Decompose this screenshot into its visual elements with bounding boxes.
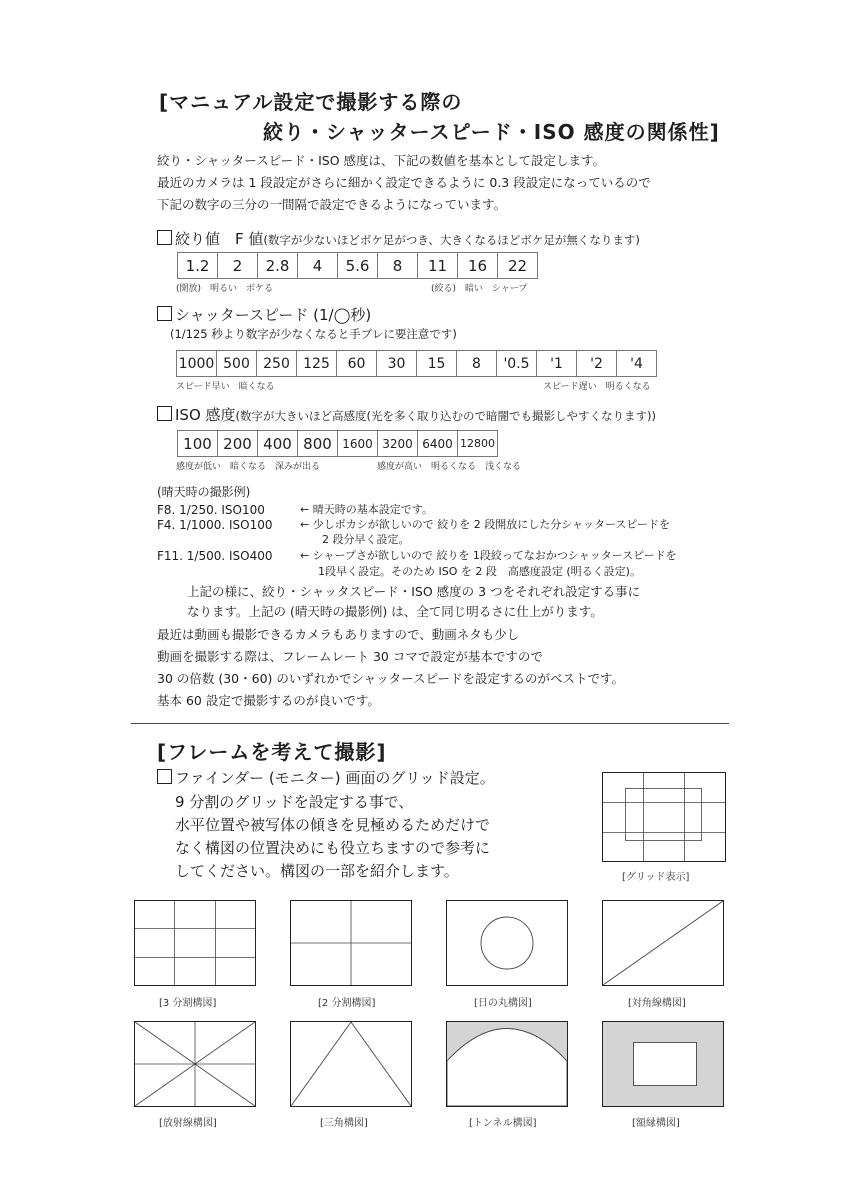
intro-line: 下記の数字の三分の一間隔で設定できるようになっています。 [157, 197, 507, 212]
shutter-note: (1/125 秒より数字が少なくなると手ブレに要注意です) [170, 327, 457, 341]
composition-caption: [トンネル構図] [469, 1118, 537, 1129]
example-setting: F4. 1/1000. ISO100 [157, 518, 273, 532]
composition-center-diagram [446, 900, 568, 986]
example-description: 1段早く設定。そのため ISO を 2 段 高感度設定 (明るく設定)。 [318, 565, 641, 578]
iso-value-row [177, 430, 498, 457]
iso-caption-left: 感度が低い 暗くなる 深みが出る [176, 462, 321, 472]
shutter-value-cell: '0.5 [497, 351, 537, 376]
example-description: ← シャープさが欲しいので 絞りを 1段絞ってなおかつシャッタースピードを [300, 549, 677, 562]
composition-caption: [額縁構図] [632, 1118, 680, 1129]
shutter-value-cell: 125 [297, 351, 337, 376]
aperture-caption-right: (絞る) 暗い シャープ [431, 284, 528, 294]
checkbox-icon [157, 406, 172, 421]
shutter-caption-right: スピード遅い 明るくなる [543, 382, 651, 392]
composition-caption: [放射線構図] [159, 1118, 217, 1129]
video-line: 最近は動画も撮影できるカメラもありますので、動画ネタも少し [157, 627, 520, 642]
video-line: 30 の倍数 (30・60) のいずれかでシャッタースピードを設定するのがベストです。 [157, 671, 625, 686]
shutter-heading-row [157, 304, 371, 325]
grid-heading-row [157, 767, 495, 788]
iso-value-cell: 3200 [378, 431, 418, 456]
example-description: ← 晴天時の基本設定です。 [300, 503, 433, 516]
aperture-caption-left: (開放) 明るい ボケる [176, 284, 274, 294]
aperture-value-cell: 11 [418, 253, 458, 278]
aperture-heading: 絞り値 F 値 [175, 230, 264, 248]
frame-title: [フレームを考えて撮影] [157, 740, 387, 764]
example-setting: F8. 1/250. ISO100 [157, 503, 265, 517]
shutter-value-cell: 8 [457, 351, 497, 376]
iso-value-cell: 1600 [338, 431, 378, 456]
grid-text-line: してください。構図の一部を紹介します。 [175, 862, 459, 880]
shutter-value-cell: '2 [577, 351, 617, 376]
composition-radial-diagram [134, 1021, 256, 1107]
examples-summary [187, 582, 640, 622]
iso-heading-row [157, 404, 656, 425]
aperture-value-cell: 8 [378, 253, 418, 278]
iso-value-cell: 400 [258, 431, 298, 456]
aperture-value-cell: 22 [507, 256, 528, 275]
grid-heading: ファインダー (モニター) 画面のグリッド設定。 [175, 769, 495, 787]
video-paragraph [157, 624, 624, 712]
section-title-line2: 絞り・シャッタースピード・ISO 感度の関係性] [263, 120, 720, 144]
composition-caption: [三角構図] [320, 1118, 368, 1129]
checkbox-icon [157, 306, 172, 321]
composition-tunnel-diagram [446, 1021, 568, 1107]
example-setting: F11. 1/500. ISO400 [157, 549, 273, 563]
grid-display-diagram [602, 772, 726, 862]
video-line: 動画を撮影する際は、フレームレート 30 コマで設定が基本ですので [157, 649, 543, 664]
section-divider [131, 723, 729, 724]
aperture-value-cell: 4 [298, 253, 338, 278]
checkbox-icon [157, 769, 172, 784]
shutter-value-cell: 500 [217, 351, 257, 376]
checkbox-icon [157, 230, 172, 245]
composition-halves-diagram [290, 900, 412, 986]
summary-line: 上記の様に、絞り・シャッタスピード・ISO 感度の 3 つをそれぞれ設定する事に [187, 584, 641, 599]
shutter-value-cell: '4 [630, 355, 643, 372]
intro-line: 最近のカメラは 1 段設定がさらに細かく設定できるように 0.3 段設定になっているので [157, 175, 651, 190]
composition-triangle-diagram [290, 1021, 412, 1107]
shutter-caption-left: スピード早い 暗くなる [176, 382, 275, 392]
section-title-line1: [マニュアル設定で撮影する際の [159, 90, 463, 114]
iso-value-cell: 12800 [460, 437, 495, 450]
aperture-value-cell: 5.6 [338, 253, 378, 278]
aperture-value-row [177, 252, 538, 279]
aperture-value-cell: 16 [458, 253, 498, 278]
grid-display-caption: [グリッド表示] [622, 872, 690, 883]
shutter-value-cell: 15 [417, 351, 457, 376]
iso-heading: ISO 感度 [175, 406, 236, 424]
shutter-value-cell: '1 [537, 351, 577, 376]
grid-description [175, 791, 490, 883]
composition-caption: [対角線構図] [628, 998, 686, 1009]
aperture-value-cell: 2.8 [258, 253, 298, 278]
composition-caption: [2 分割構図] [318, 998, 376, 1009]
shutter-heading: シャッタースピード (1/◯秒) [175, 306, 372, 324]
grid-text-line: 水平位置や被写体の傾きを見極めるためだけで [175, 816, 491, 834]
example-description: ← 少しボカシが欲しいので 絞りを 2 段開放にした分シャッタースピードを [300, 518, 670, 531]
iso-caption-right: 感度が高い 明るくなる 浅くなる [377, 462, 522, 472]
composition-caption: [3 分割構図] [159, 998, 217, 1009]
shutter-value-cell: 60 [337, 351, 377, 376]
iso-value-cell: 100 [178, 431, 218, 456]
grid-text-line: なく構図の位置決めにも役立ちますので参考に [175, 839, 491, 857]
video-line: 基本 60 設定で撮影するのが良いです。 [157, 693, 380, 708]
intro-paragraph [157, 150, 651, 216]
composition-thirds-diagram [134, 900, 256, 986]
intro-line: 絞り・シャッタースピード・ISO 感度は、下記の数値を基本として設定します。 [157, 153, 606, 168]
shutter-value-cell: 30 [377, 351, 417, 376]
aperture-heading-row [157, 228, 640, 249]
shutter-value-cell: 1000 [177, 351, 217, 376]
iso-value-cell: 800 [298, 431, 338, 456]
example-description: 2 段分早く設定。 [322, 533, 410, 546]
composition-frame-diagram [602, 1021, 724, 1107]
aperture-value-cell: 2 [218, 253, 258, 278]
composition-diagonal-diagram [602, 900, 724, 986]
iso-value-cell: 6400 [418, 431, 458, 456]
shutter-value-cell: 250 [257, 351, 297, 376]
composition-caption: [日の丸構図] [474, 998, 532, 1009]
aperture-note: (数字が少ないほどボケ足がつき、大きくなるほどボケ足が無くなります) [263, 233, 640, 247]
iso-note: (数字が大きいほど高感度(光を多く取り込むので暗闇でも撮影しやすくなります)) [235, 409, 656, 423]
shutter-value-row [176, 350, 657, 377]
iso-value-cell: 200 [218, 431, 258, 456]
grid-text-line: 9 分割のグリッドを設定する事で、 [175, 793, 414, 811]
summary-line: なります。上記の (晴天時の撮影例) は、全て同じ明るさに仕上がります。 [187, 604, 603, 619]
aperture-value-cell: 1.2 [178, 253, 218, 278]
examples-heading: (晴天時の撮影例) [157, 485, 251, 499]
